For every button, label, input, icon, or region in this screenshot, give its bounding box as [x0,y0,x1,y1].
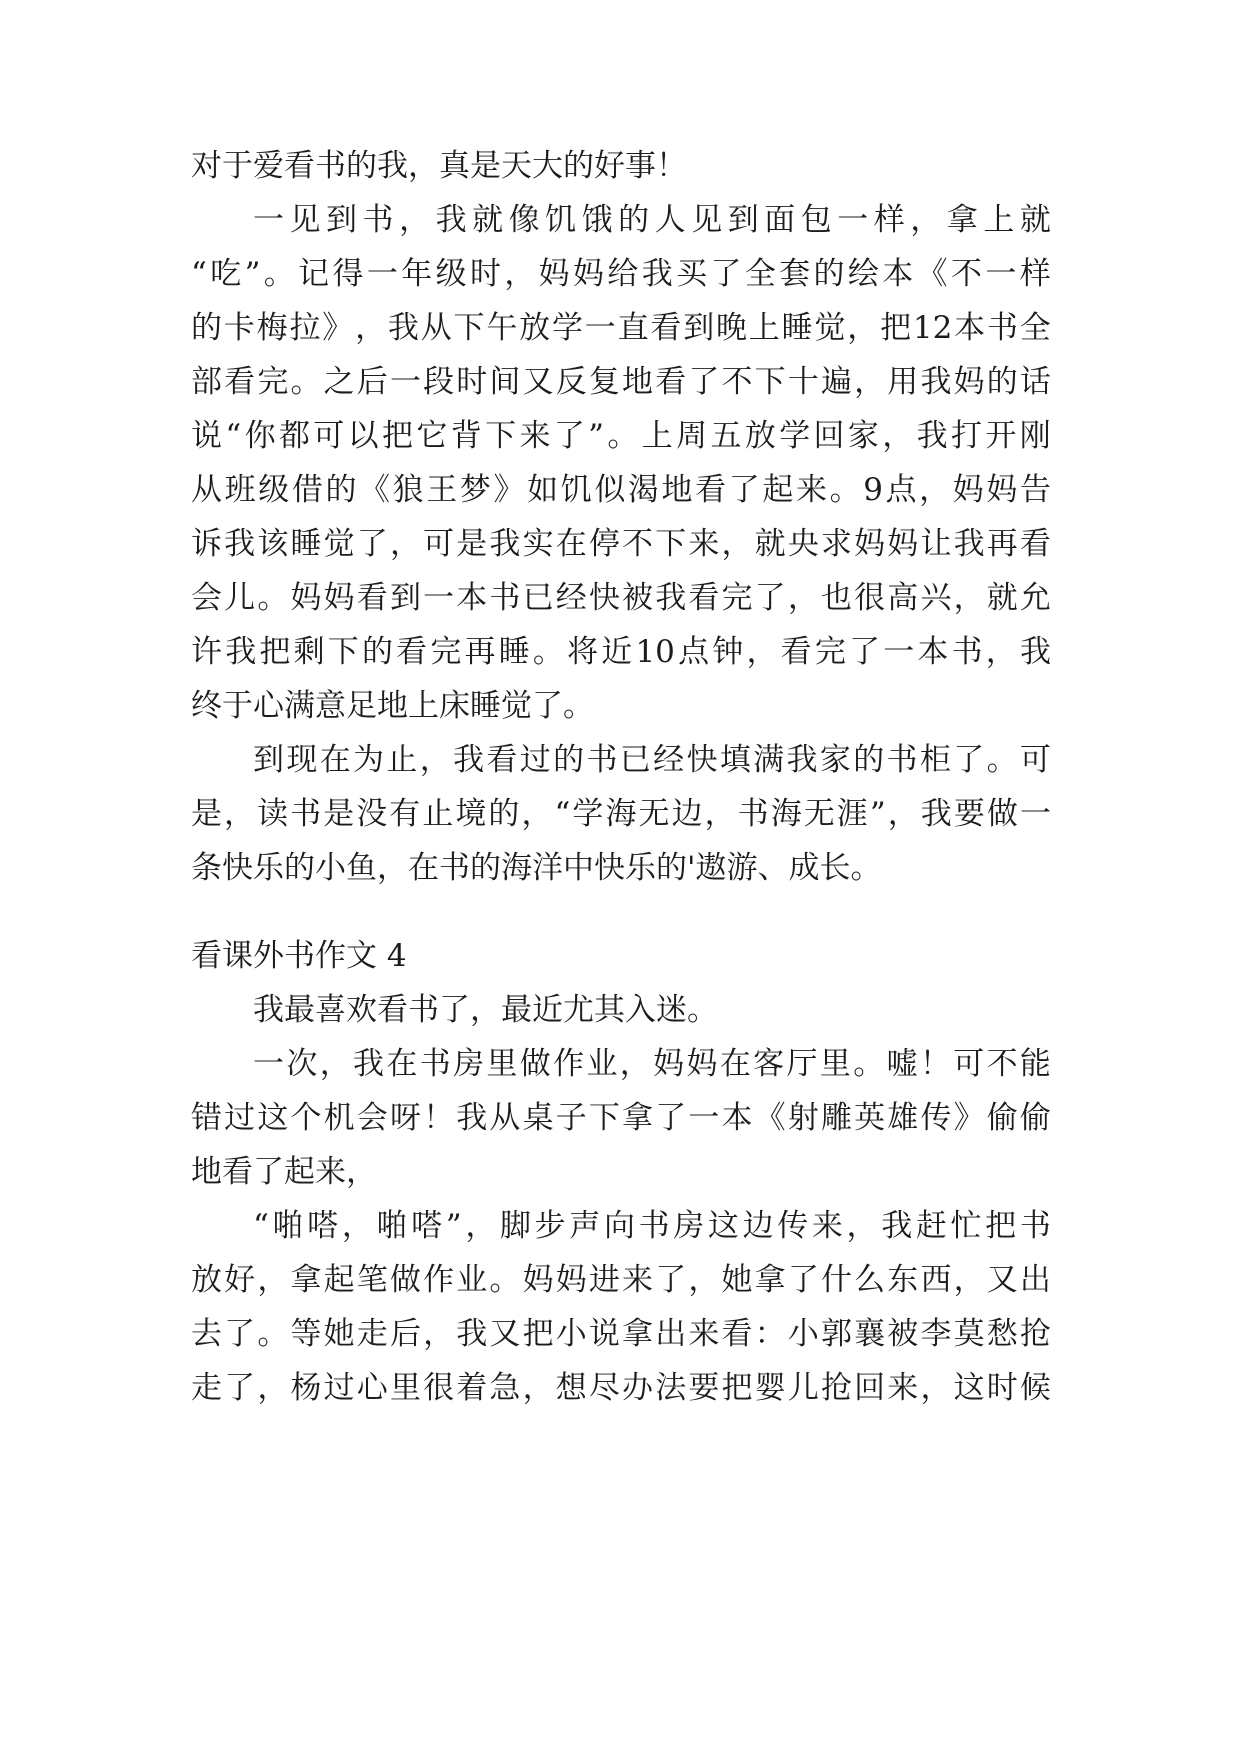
text-line: 地看了起来， [191,1154,377,1190]
section-heading: 看课外书作文 4 [191,938,407,974]
text-line: 错 过 这 个 机 会 呀 ！ 我 从 桌 子 下 拿 了 一 本 《 射 雕 英 雄 传 》 偷 偷 [191,1100,1051,1136]
text-line: 一 次 ， 我 在 书 房 里 做 作 业 ， 妈 妈 在 客 厅 里 。 嘘 ！ 可 不 能 [253,1046,1051,1082]
text-line: 去 了 。 等 她 走 后 ， 我 又 把 小 说 拿 出 来 看 ： 小 郭 襄 被 李 莫 愁 抢 [191,1316,1051,1352]
text-line: 终于心满意足地上床睡觉了。 [191,688,594,724]
text-line: 对于爱看书的我，真是天大的好事！ [191,148,687,184]
text-line: 我最喜欢看书了，最近尤其入迷。 [253,992,718,1028]
text-line: 部 看 完 。 之 后 一 段 时 间 又 反 复 地 看 了 不 下 十 遍 ， 用 我 妈 的 话 [191,364,1051,400]
text-line: 诉 我 该 睡 觉 了 ， 可 是 我 实 在 停 不 下 来 ， 就 央 求 妈 妈 让 我 再 看 [191,526,1051,562]
text-line: 的 卡 梅 拉 》 ， 我 从 下 午 放 学 一 直 看 到 晚 上 睡 觉 ， 把 12 本 书 全 [191,310,1051,346]
text-line: 从 班 级 借 的 《 狼 王 梦 》 如 饥 似 渴 地 看 了 起 来 。 9 点 ， 妈 妈 告 [191,472,1051,508]
text-line: 说 “ 你 都 可 以 把 它 背 下 来 了 ” 。 上 周 五 放 学 回 家 ， 我 打 开 刚 [191,418,1051,454]
text-line: 放 好 ， 拿 起 笔 做 作 业 。 妈 妈 进 来 了 ， 她 拿 了 什 么 东 西 ， 又 出 [191,1262,1051,1298]
text-line: 是 ， 读 书 是 没 有 止 境 的 ， “ 学 海 无 边 ， 书 海 无 涯 ” ， 我 要 做 一 [191,796,1051,832]
text-line: “ 啪 嗒 ， 啪 嗒 ” ， 脚 步 声 向 书 房 这 边 传 来 ， 我 赶 忙 把 书 [253,1208,1051,1244]
text-line: 走 了 ， 杨 过 心 里 很 着 急 ， 想 尽 办 法 要 把 婴 儿 抢 回 来 ， 这 时 候 [191,1370,1051,1406]
text-line: 一 见 到 书 ， 我 就 像 饥 饿 的 人 见 到 面 包 一 样 ， 拿 上 就 [253,202,1051,238]
text-line: “ 吃 ” 。 记 得 一 年 级 时 ， 妈 妈 给 我 买 了 全 套 的 绘 本 《 不 一 样 [191,256,1051,292]
text-line: 条快乐的小鱼，在书的海洋中快乐的'遨游、成长。 [191,850,882,886]
text-line: 到 现 在 为 止 ， 我 看 过 的 书 已 经 快 填 满 我 家 的 书 柜 了 。 可 [253,742,1051,778]
text-line: 会 儿 。 妈 妈 看 到 一 本 书 已 经 快 被 我 看 完 了 ， 也 很 高 兴 ， 就 允 [191,580,1051,616]
text-line: 许 我 把 剩 下 的 看 完 再 睡 。 将 近 10 点 钟 ， 看 完 了 一 本 书 ， 我 [191,634,1051,670]
